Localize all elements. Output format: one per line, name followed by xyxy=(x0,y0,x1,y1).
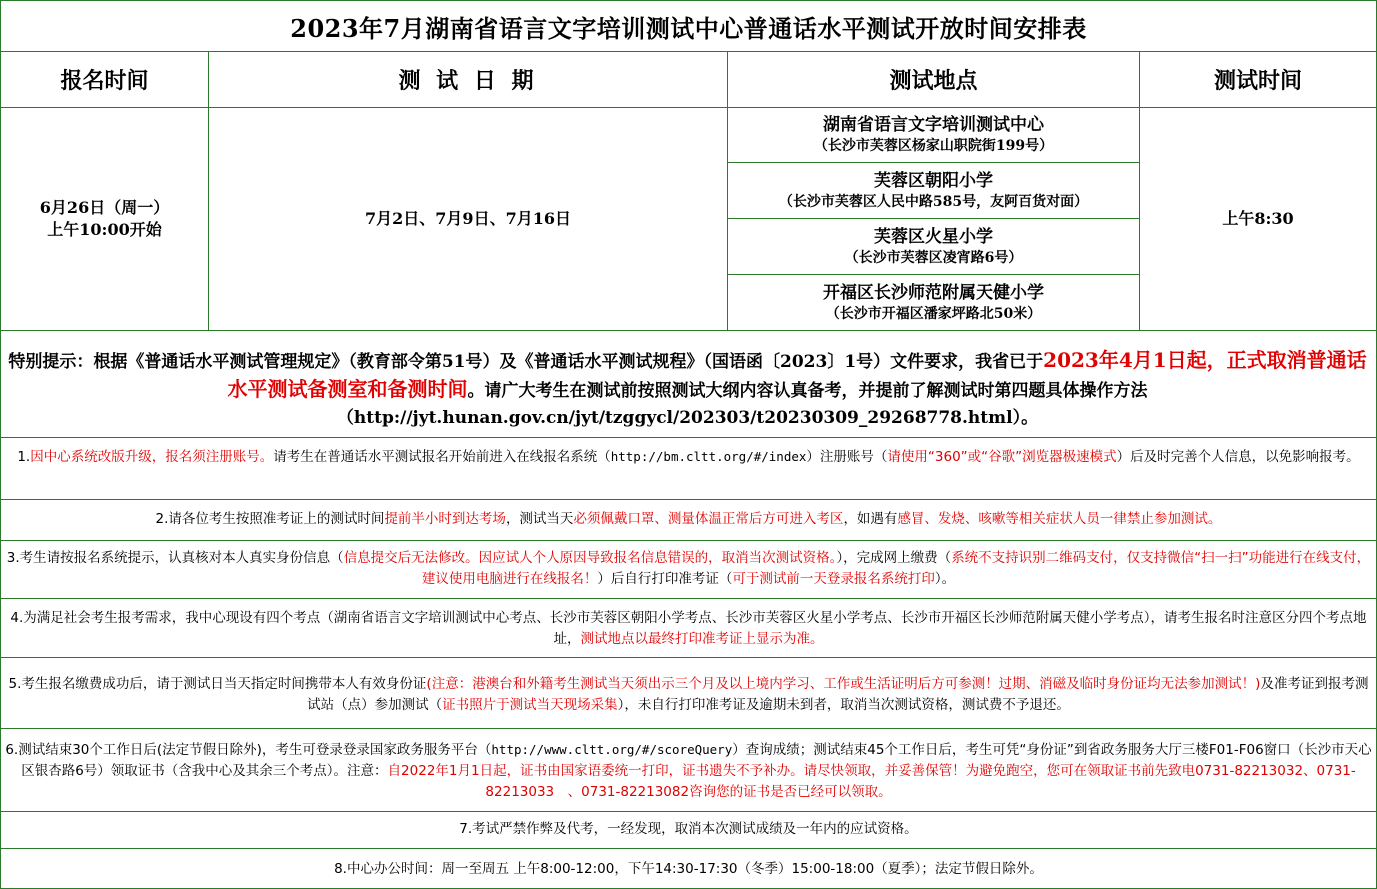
test-dates: 7月2日、7月9日、7月16日 xyxy=(365,209,571,228)
note-3: 3.考生请按报名系统提示，认真核对本人真实身份信息（信息提交后无法修改。因应试人个人原因导致报名信息错误的，取消当次测试资格。），完成网上缴费（系统不支持识别二维码支付，仅支持微信“扫一扫”功能进行在线支付，建议使用电脑进行在线报名！）后自行打印准考证（可于测试前一天登录报名系统打印）。 xyxy=(6,550,1371,587)
signup-date: 6月26日（周一） xyxy=(39,198,170,217)
special-notice-row xyxy=(1,331,1377,438)
note-cell xyxy=(1,812,1377,848)
note-8: 8.中心办公时间：周一至周五 上午8:00-12:00，下午14:30-17:30（冬季）15:00-18:00（夏季）；法定节假日除外。 xyxy=(334,861,1043,877)
note-row-3 xyxy=(1,541,1377,599)
note-cell xyxy=(1,599,1377,657)
header-place: 测试地点 xyxy=(728,52,1140,107)
note-cell xyxy=(1,849,1377,888)
location-address: （长沙市开福区潘家坪路北50米） xyxy=(825,306,1042,322)
note-row-4 xyxy=(1,599,1377,658)
test-time: 上午8:30 xyxy=(1222,209,1294,228)
note-2: 2.请各位考生按照准考证上的测试时间提前半小时到达考场，测试当天必须佩戴口罩、测量体温正常后方可进入考区，如遇有感冒、发烧、咳嗽等相关症状人员一律禁止参加测试。 xyxy=(155,511,1222,527)
schedule-row xyxy=(1,108,1377,331)
note-cell xyxy=(1,729,1377,811)
test-time-cell xyxy=(1140,108,1377,330)
registration-link[interactable]: http://bm.cltt.org/#/index xyxy=(610,449,807,464)
note-row-1 xyxy=(1,438,1377,500)
location-address: （长沙市芙蓉区人民中路585号，友阿百货对面） xyxy=(778,193,1089,210)
location-item xyxy=(728,219,1139,275)
note-row-6 xyxy=(1,729,1377,812)
note-5: 5.考生报名缴费成功后，请于测试日当天指定时间携带本人有效身份证(注意：港澳台和外籍考生测试当天须出示三个月及以上境内学习、工作或生活证明后方可参测！过期、消磁及临时身份证均无法参加测试！)及准考证到报考测试站（点）参加测试（证书照片于测试当天现场采集），未自行打印准考证及逾期未到者，取消当次测试资格，测试费不予退还。 xyxy=(8,676,1369,713)
header-row xyxy=(1,52,1377,108)
special-notice-cell xyxy=(1,331,1377,437)
locations-cell xyxy=(728,108,1140,330)
note-row-2 xyxy=(1,500,1377,541)
note-cell xyxy=(1,500,1377,540)
header-time: 测试时间 xyxy=(1140,52,1377,107)
location-item xyxy=(728,163,1139,219)
note-row-8 xyxy=(1,849,1377,889)
signup-time-cell xyxy=(1,108,209,330)
title-cell xyxy=(1,1,1377,51)
note-6: 6.测试结束30个工作日后(法定节假日除外)，考生可登录登录国家政务服务平台（http://www.cltt.org/#/scoreQuery）查询成绩；测试结束45个工作日后，考生可凭“身份证”到省政务服务大厅三楼F01-F06窗口（长沙市天心区银杏路6号）领取证书（含我中心及其余三个考点）。注意：自2022年1月1日起，证书由国家语委统一打印，证书遗失不予补办。请尽快领取，并妥善保管！为避免跑空，您可在领取证书前先致电0731-82213032、0731-82213033 、0731-82213082咨询您的证书是否已经可以领取。 xyxy=(5,742,1372,800)
note-cell xyxy=(1,438,1377,499)
header-date: 测 试 日 期 xyxy=(209,52,728,107)
location-name: 芙蓉区朝阳小学 xyxy=(874,170,993,191)
note-row-5 xyxy=(1,658,1377,729)
note-cell xyxy=(1,658,1377,728)
location-name: 芙蓉区火星小学 xyxy=(874,226,993,247)
title-row xyxy=(1,1,1377,52)
note-4: 4.为满足社会考生报考需求，我中心现设有四个考点（湖南省语言文字培训测试中心考点、长沙市芙蓉区朝阳小学考点、长沙市芙蓉区火星小学考点、长沙市开福区长沙师范附属天健小学考点），请考生报名时注意区分四个考点地址，测试地点以最终打印准考证上显示为准。 xyxy=(10,610,1367,647)
notice-highlight: 2023年4月1日起，正式取消普通话水平测试备测室和备测时间 xyxy=(227,348,1367,401)
note-cell xyxy=(1,541,1377,598)
location-address: （长沙市芙蓉区杨家山职院街199号） xyxy=(813,138,1054,154)
test-dates-cell xyxy=(209,108,728,330)
location-address: （长沙市芙蓉区凌宵路6号） xyxy=(844,249,1023,266)
note-row-7 xyxy=(1,812,1377,849)
special-notice: 特别提示：根据《普通话水平测试管理规定》（教育部令第51号）及《普通话水平测试规程》（国语函〔2023〕1号）文件要求，我省已于2023年4月1日起，正式取消普通话水平测试备测室和备测时间。请广大考生在测试前按照测试大纲内容认真备考，并提前了解测试时第四题具体操作方法（http://jyt.hunan.gov.cn/jyt/tzggycl/202303/t20230309_29268778.html）。 xyxy=(8,348,1367,428)
location-item xyxy=(728,108,1139,163)
location-name: 湖南省语言文字培训测试中心 xyxy=(823,115,1044,135)
note-7: 7.考试严禁作弊及代考，一经发现，取消本次测试成绩及一年内的应试资格。 xyxy=(459,821,918,837)
location-item xyxy=(728,275,1139,331)
header-signup: 报名时间 xyxy=(1,52,209,107)
note-1: 1.因中心系统改版升级，报名须注册账号。请考生在普通话水平测试报名开始前进入在线报名系统（http://bm.cltt.org/#/index）注册账号（请使用“360”或“谷歌”浏览器极速模式）后及时完善个人信息，以免影响报考。 xyxy=(17,449,1360,465)
page-title: 2023年7月湖南省语言文字培训测试中心普通话水平测试开放时间安排表 xyxy=(290,13,1087,43)
score-query-link[interactable]: http://www.cltt.org/#/scoreQuery xyxy=(491,742,733,757)
signup-start: 上午10:00开始 xyxy=(47,220,162,239)
location-name: 开福区长沙师范附属天健小学 xyxy=(823,283,1044,303)
